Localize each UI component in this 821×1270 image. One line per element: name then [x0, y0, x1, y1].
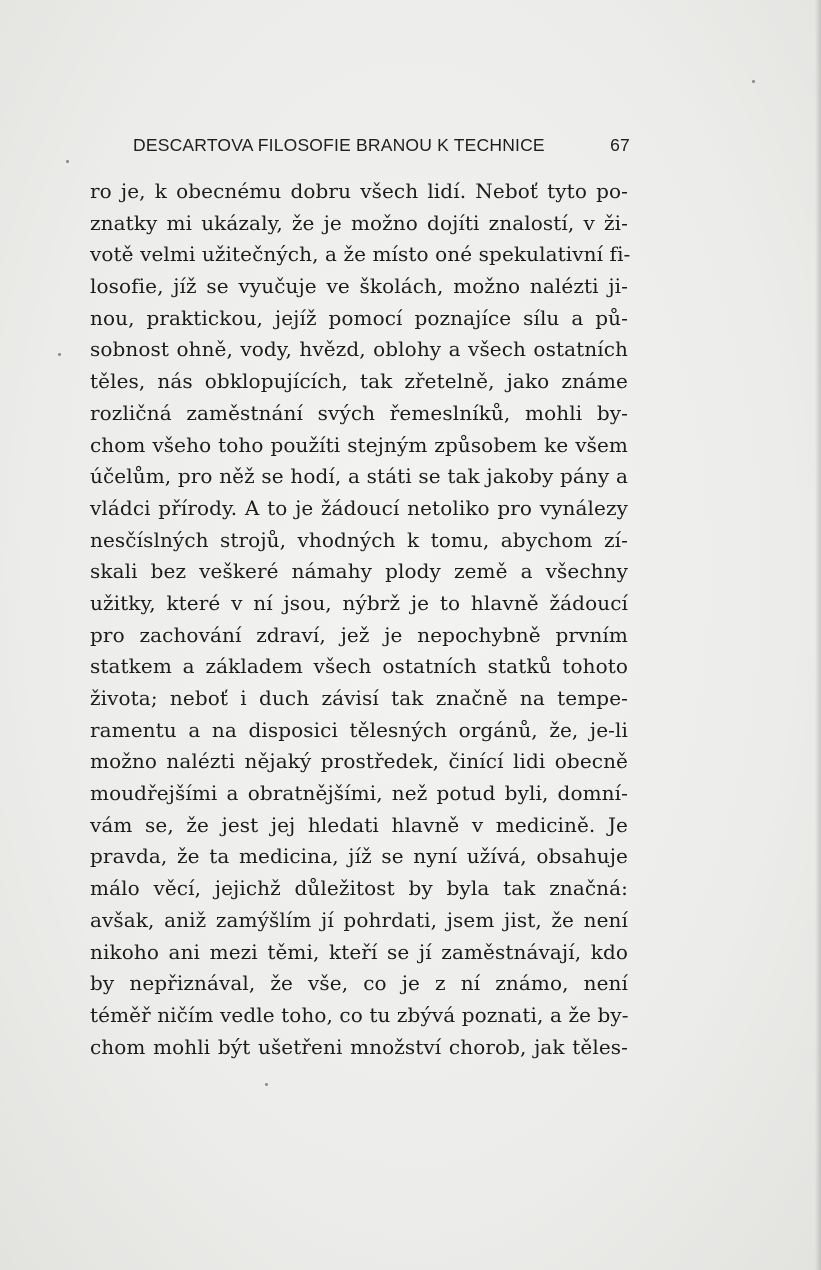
page-edge-shadow	[815, 0, 821, 1270]
text-line: by nepřiznával, že vše, co je z ní známo, není	[90, 971, 628, 996]
text-line: moudřejšími a obratnějšími, než potud byli, domní-	[90, 781, 628, 806]
text-line: losofie, jíž se vyučuje ve školách, možno nalézti ji-	[90, 274, 628, 299]
text-line: avšak, aniž zamýšlím jí pohrdati, jsem jist, že není	[90, 907, 628, 932]
page-number: 67	[610, 134, 630, 155]
text-line: skali bez veškeré námahy plody země a všechny	[90, 559, 628, 584]
text-line: málo věcí, jejichž důležitost by byla tak značná:	[90, 876, 628, 901]
paper-speck	[58, 353, 61, 356]
paper-speck	[265, 1083, 268, 1086]
text-line: nou, praktickou, jejíž pomocí poznajíce sílu a pů-	[90, 305, 628, 330]
text-line: vládci přírody. A to je žádoucí netoliko pro vynálezy	[90, 495, 628, 520]
text-line: ramentu a na disposici tělesných orgánů, že, je-li	[90, 717, 628, 742]
paper-speck	[752, 80, 755, 83]
text-line: vám se, že jest jej hledati hlavně v medicině. Je	[90, 812, 628, 837]
text-line: rozličná zaměstnání svých řemeslníků, mohli by-	[90, 400, 628, 425]
text-line: chom mohli být ušetřeni množství chorob, jak těles-	[90, 1034, 628, 1059]
paper-speck	[66, 160, 69, 163]
text-line: nesčíslných strojů, vhodných k tomu, abychom zí-	[90, 527, 628, 552]
text-line: těles, nás obklopujících, tak zřetelně, jako známe	[90, 369, 628, 394]
body-text	[90, 176, 631, 1063]
text-line: nikoho ani mezi těmi, kteří se jí zaměstnávají, kdo	[90, 939, 628, 964]
text-line: života; neboť i duch závisí tak značně na tempe-	[90, 686, 628, 710]
text-line: znatky mi ukázaly, že je možno dojíti znalostí, v ži-	[90, 210, 628, 235]
text-line: chom všeho toho použíti stejným způsobem ke všem	[90, 432, 628, 457]
text-line: užitky, které v ní jsou, nýbrž je to hlavně žádoucí	[90, 590, 628, 615]
text-line: statkem a základem všech ostatních statků tohoto	[90, 654, 628, 679]
text-line: pravda, že ta medicina, jíž se nyní užívá, obsahuje	[90, 844, 628, 869]
running-header	[133, 130, 630, 160]
text-line: sobnost ohně, vody, hvězd, oblohy a všech ostatních	[90, 337, 628, 362]
text-line: možno nalézti nějaký prostředek, činící lidi obecně	[90, 749, 628, 774]
text-line: účelům, pro něž se hodí, a státi se tak jakoby pány a	[90, 464, 628, 489]
text-line: ro je, k obecnému dobru všech lidí. Neboť tyto po-	[90, 179, 628, 203]
text-line: pro zachování zdraví, jež je nepochybně prvním	[90, 622, 628, 647]
text-line: téměř ničím vedle toho, co tu zbývá poznati, a že by-	[90, 1002, 629, 1027]
running-title: DESCARTOVA FILOSOFIE BRANOU K TECHNICE	[133, 134, 545, 155]
text-line: votě velmi užitečných, a že místo oné spekulativní fi-	[90, 242, 631, 267]
